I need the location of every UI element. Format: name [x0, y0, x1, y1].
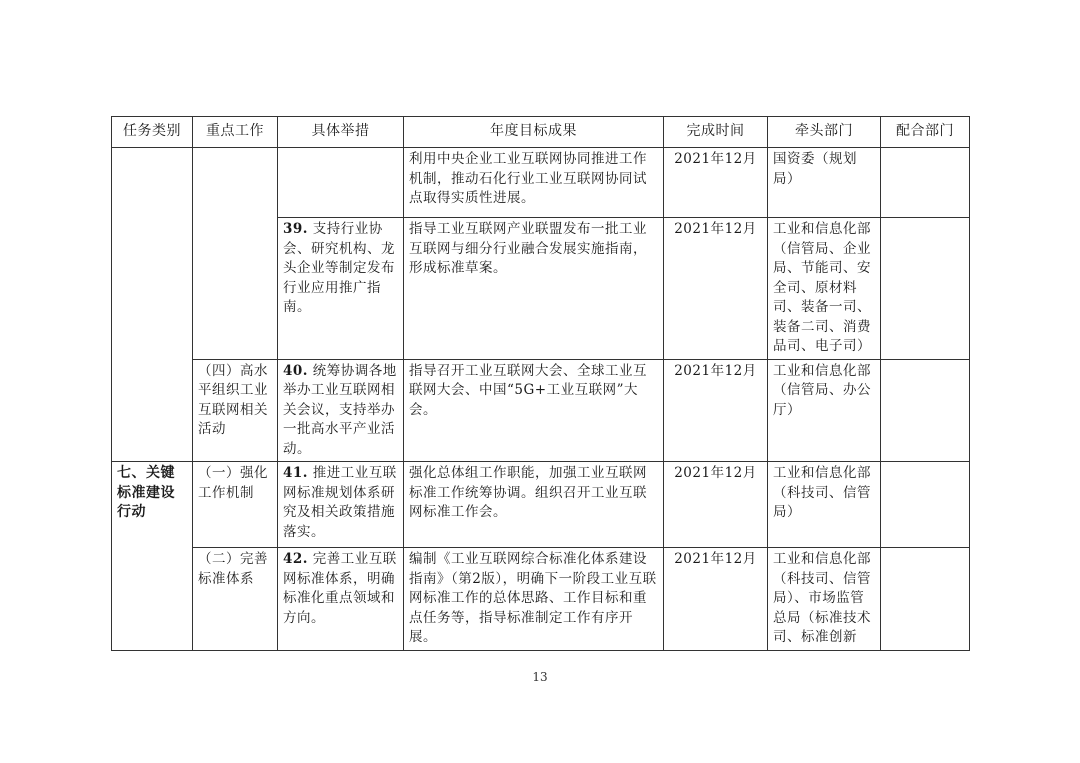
table-row	[112, 148, 970, 218]
table-row	[112, 462, 970, 548]
measure-cell	[278, 148, 404, 218]
measure-cell	[278, 359, 404, 462]
time-cell: 2021年12月	[664, 548, 768, 651]
header-lead-dept: 牵头部门	[768, 117, 881, 148]
measure-text: 推进工业互联网标准规划体系研究及相关政策措施落实。	[283, 465, 397, 540]
key-work-cell: （四）高水平组织工业互联网相关活动	[193, 359, 278, 462]
cooperate-dept-cell	[881, 462, 970, 548]
measure-number: 41.	[283, 465, 308, 481]
measure-text: 完善工业互联网标准体系，明确标准化重点领域和方向。	[283, 551, 397, 626]
measure-text: 支持行业协会、研究机构、龙头企业等制定发布行业应用推广指南。	[283, 221, 395, 315]
header-measure: 具体举措	[278, 117, 404, 148]
time-cell: 2021年12月	[664, 148, 768, 218]
target-cell: 利用中央企业工业互联网协同推进工作机制，推动石化行业工业互联网协同试点取得实质性进展。	[404, 148, 664, 218]
page-number: 13	[532, 670, 548, 684]
header-target: 年度目标成果	[404, 117, 664, 148]
table-row	[112, 359, 970, 462]
measure-cell	[278, 548, 404, 651]
header-category: 任务类别	[112, 117, 193, 148]
lead-dept-cell: 工业和信息化部（科技司、信管局）、市场监管总局（标准技术司、标准创新	[768, 548, 881, 651]
time-cell: 2021年12月	[664, 462, 768, 548]
header-time: 完成时间	[664, 117, 768, 148]
task-table	[111, 116, 970, 651]
key-work-cell	[193, 148, 278, 360]
target-cell: 强化总体组工作职能，加强工业互联网标准工作统筹协调。组织召开工业互联网标准工作会。	[404, 462, 664, 548]
key-work-cell: （一）强化工作机制	[193, 462, 278, 548]
cooperate-dept-cell	[881, 359, 970, 462]
time-cell: 2021年12月	[664, 359, 768, 462]
header-cooperate-dept: 配合部门	[881, 117, 970, 148]
target-cell: 指导工业互联网产业联盟发布一批工业互联网与细分行业融合发展实施指南，形成标准草案。	[404, 218, 664, 360]
header-key-work: 重点工作	[193, 117, 278, 148]
lead-dept-cell: 国资委（规划局）	[768, 148, 881, 218]
cooperate-dept-cell	[881, 218, 970, 360]
key-work-cell: （二）完善标准体系	[193, 548, 278, 651]
measure-number: 40.	[283, 362, 308, 379]
target-cell: 指导召开工业互联网大会、全球工业互联网大会、中国“5G+工业互联网”大会。	[404, 359, 664, 462]
target-cell: 编制《工业互联网综合标准化体系建设指南》（第2版），明确下一阶段工业互联网标准工作的总体思路、工作目标和重点任务等，指导标准制定工作有序开展。	[404, 548, 664, 651]
table-header-row	[112, 117, 970, 148]
measure-cell	[278, 218, 404, 360]
measure-number: 39.	[283, 221, 308, 237]
lead-dept-cell: 工业和信息化部（科技司、信管局）	[768, 462, 881, 548]
category-cell	[112, 148, 193, 462]
measure-number: 42.	[283, 551, 308, 567]
measure-cell	[278, 462, 404, 548]
measure-text: 统筹协调各地举办工业互联网相关会议，支持举办一批高水平产业活动。	[283, 362, 397, 457]
cooperate-dept-cell	[881, 148, 970, 218]
time-cell: 2021年12月	[664, 218, 768, 360]
table-row	[112, 548, 970, 651]
lead-dept-cell: 工业和信息化部（信管局、企业局、节能司、安全司、原材料司、装备一司、装备二司、消费品司、电子司）	[768, 218, 881, 360]
category-cell: 七、关键标准建设行动	[112, 462, 193, 651]
cooperate-dept-cell	[881, 548, 970, 651]
lead-dept-cell: 工业和信息化部（信管局、办公厅）	[768, 359, 881, 462]
